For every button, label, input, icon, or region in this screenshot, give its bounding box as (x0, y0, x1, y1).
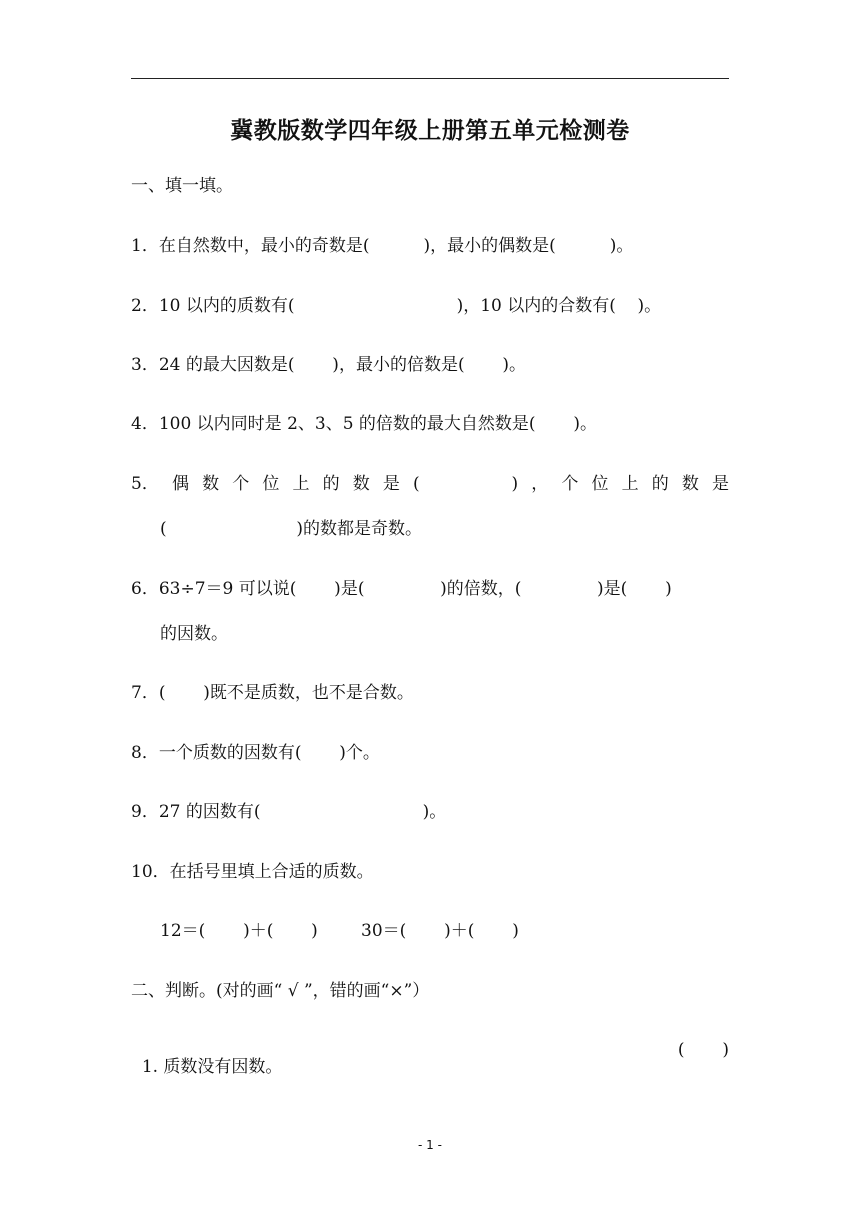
header-rule (131, 78, 729, 79)
question-10: 10．在括号里填上合适的质数。 (131, 862, 374, 882)
page-number: - 1 - (418, 1138, 442, 1152)
q5-token: 数 (352, 474, 370, 494)
question-8: 8．一个质数的因数有( )个。 (131, 743, 380, 763)
q5-token: 位 (262, 474, 280, 494)
q5-token: 位 (591, 474, 609, 494)
q5-token: 偶 (171, 474, 189, 494)
q5-token: 个 (232, 474, 250, 494)
question-6-line2: 的因数。 (160, 624, 228, 644)
q5-token: 上 (292, 474, 310, 494)
q5-token: 的 (651, 474, 669, 494)
question-5-line2: ( )的数都是奇数。 (160, 519, 422, 539)
judge-question-1 (131, 1042, 729, 1093)
question-7: 7．( )既不是质数，也不是合数。 (131, 683, 414, 703)
page-title: 冀教版数学四年级上册第五单元检测卷 (230, 118, 630, 144)
question-9: 9．27 的因数有( )。 (131, 802, 447, 822)
q5-token: ) (511, 474, 519, 494)
question-4: 4．100 以内同时是 2、3、5 的倍数的最大自然数是( )。 (131, 414, 598, 434)
question-2: 2．10 以内的质数有( )，10 以内的合数有( )。 (131, 296, 662, 316)
q5-token: 5． (131, 474, 159, 494)
q5-token: 是 (711, 474, 729, 494)
judge-question-1-text: 1. 质数没有因数。 (141, 1057, 283, 1077)
question-6-line1: 6．63÷7＝9 可以说( )是( )的倍数，( )是( ) (131, 579, 672, 599)
question-10-equations: 12＝( )＋( ) 30＝( )＋( ) (160, 921, 519, 941)
q5-token: 数 (202, 474, 220, 494)
q5-token: 上 (621, 474, 639, 494)
q5-token: 是 (382, 474, 400, 494)
question-3: 3．24 的最大因数是( )，最小的倍数是( )。 (131, 355, 527, 375)
section2-heading: 二、判断。(对的画“ √ ”，错的画“×”） (131, 981, 430, 1001)
q5-token: 的 (322, 474, 340, 494)
q5-token: 个 (561, 474, 579, 494)
q5-token: ， (531, 474, 549, 494)
question-5-line1 (131, 476, 729, 493)
question-1: 1．在自然数中，最小的奇数是( )，最小的偶数是( )。 (131, 236, 634, 256)
q5-token: 数 (681, 474, 699, 494)
answer-paren: ( ) (677, 1040, 729, 1060)
q5-token: ( (412, 474, 420, 494)
section1-heading: 一、填一填。 (131, 176, 233, 196)
